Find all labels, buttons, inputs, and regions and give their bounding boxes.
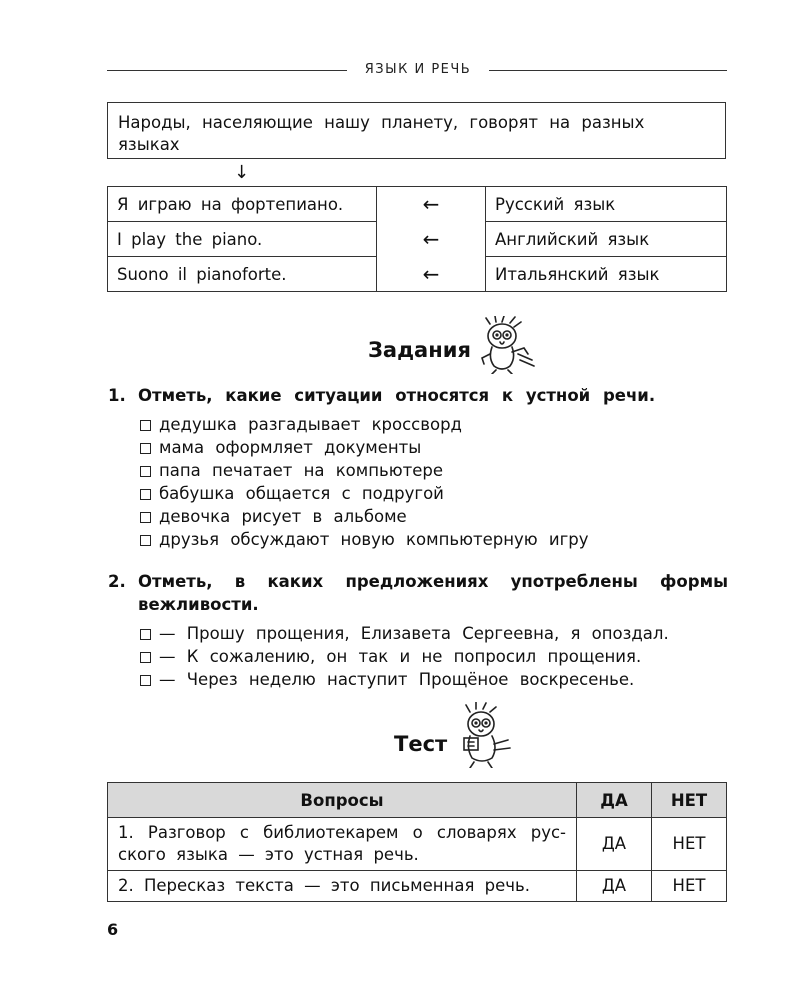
running-header: ЯЗЫК И РЕЧЬ <box>364 62 472 77</box>
question-cell <box>108 871 577 902</box>
option-label: папа печатает на компьютере <box>159 461 444 480</box>
task-text-continued: вежливости. <box>138 595 259 614</box>
sentence-cell: I play the piano. <box>108 222 377 257</box>
test-heading: Тест <box>394 732 448 756</box>
task-number: 2. <box>108 572 126 591</box>
checkbox-option[interactable] <box>140 413 462 436</box>
tasks-heading: Задания <box>368 338 471 362</box>
table-row <box>108 818 727 871</box>
option-label: — К сожалению, он так и не попросил прощения. <box>159 647 642 666</box>
column-header: НЕТ <box>652 783 727 818</box>
checkbox-icon[interactable] <box>140 629 151 640</box>
option-label: дедушка разгадывает кроссворд <box>159 415 462 434</box>
checkbox-option[interactable] <box>140 482 444 505</box>
checkbox-icon[interactable] <box>140 675 151 686</box>
question-text: 1. Разговор с библиотекарем о словарях рус- <box>118 823 566 842</box>
left-arrow-icon: ← <box>377 257 486 292</box>
yes-answer[interactable]: ДА <box>577 871 652 902</box>
checkbox-icon[interactable] <box>140 443 151 454</box>
yes-answer[interactable]: ДА <box>577 818 652 871</box>
checkbox-icon[interactable] <box>140 535 151 546</box>
checkbox-option[interactable] <box>140 528 589 551</box>
checkbox-option[interactable] <box>140 505 407 528</box>
question-text-continued: ского языка — это устная речь. <box>118 845 419 864</box>
checkbox-option[interactable] <box>140 622 669 645</box>
checkbox-option[interactable] <box>140 459 443 482</box>
checkbox-option[interactable] <box>140 436 421 459</box>
owl-mascot-icon <box>478 316 538 374</box>
checkbox-option[interactable] <box>140 645 641 668</box>
checkbox-icon[interactable] <box>140 466 151 477</box>
checkbox-icon[interactable] <box>140 652 151 663</box>
no-answer[interactable]: НЕТ <box>652 818 727 871</box>
header-rule-right <box>489 70 727 71</box>
sentence-cell: Suono il pianoforte. <box>108 257 377 292</box>
page-number: 6 <box>107 920 119 939</box>
no-answer[interactable]: НЕТ <box>652 871 727 902</box>
option-label: — Прошу прощения, Елизавета Сергеевна, я опоздал. <box>159 624 669 643</box>
intro-box: Народы, населяющие нашу планету, говорят на разных языках <box>107 102 726 159</box>
language-cell: Русский язык <box>486 187 727 222</box>
task-2-title <box>108 570 728 616</box>
sentence-cell: Я играю на фортепиано. <box>108 187 377 222</box>
column-header: Вопросы <box>108 783 577 818</box>
task-1-title <box>108 384 728 407</box>
table-header-row <box>108 783 727 818</box>
option-label: друзья обсуждают новую компьютерную игру <box>159 530 589 549</box>
task-number: 1. <box>108 386 126 405</box>
table-row <box>108 187 727 222</box>
option-label: бабушка общается с подругой <box>159 484 444 503</box>
option-label: — Через неделю наступит Прощёное воскресенье. <box>159 670 635 689</box>
table-row <box>108 222 727 257</box>
option-label: мама оформляет документы <box>159 438 422 457</box>
left-arrow-icon: ← <box>377 222 486 257</box>
option-label: девочка рисует в альбоме <box>159 507 407 526</box>
column-header: ДА <box>577 783 652 818</box>
table-row <box>108 257 727 292</box>
task-text: Отметь, какие ситуации относятся к устной речи. <box>138 386 656 405</box>
checkbox-option[interactable] <box>140 668 634 691</box>
language-cell: Итальянский язык <box>486 257 727 292</box>
down-arrow-icon: ↓ <box>234 162 250 183</box>
checkbox-icon[interactable] <box>140 512 151 523</box>
owl-reading-icon <box>456 702 516 768</box>
test-table <box>107 782 727 902</box>
task-text: Отметь, в каких предложениях употреблены формы <box>138 572 728 591</box>
language-cell: Английский язык <box>486 222 727 257</box>
checkbox-icon[interactable] <box>140 489 151 500</box>
table-row <box>108 871 727 902</box>
question-text: 2. Пересказ текста — это письменная речь. <box>118 876 530 895</box>
checkbox-icon[interactable] <box>140 420 151 431</box>
left-arrow-icon: ← <box>377 187 486 222</box>
language-table <box>107 186 727 292</box>
question-cell <box>108 818 577 871</box>
